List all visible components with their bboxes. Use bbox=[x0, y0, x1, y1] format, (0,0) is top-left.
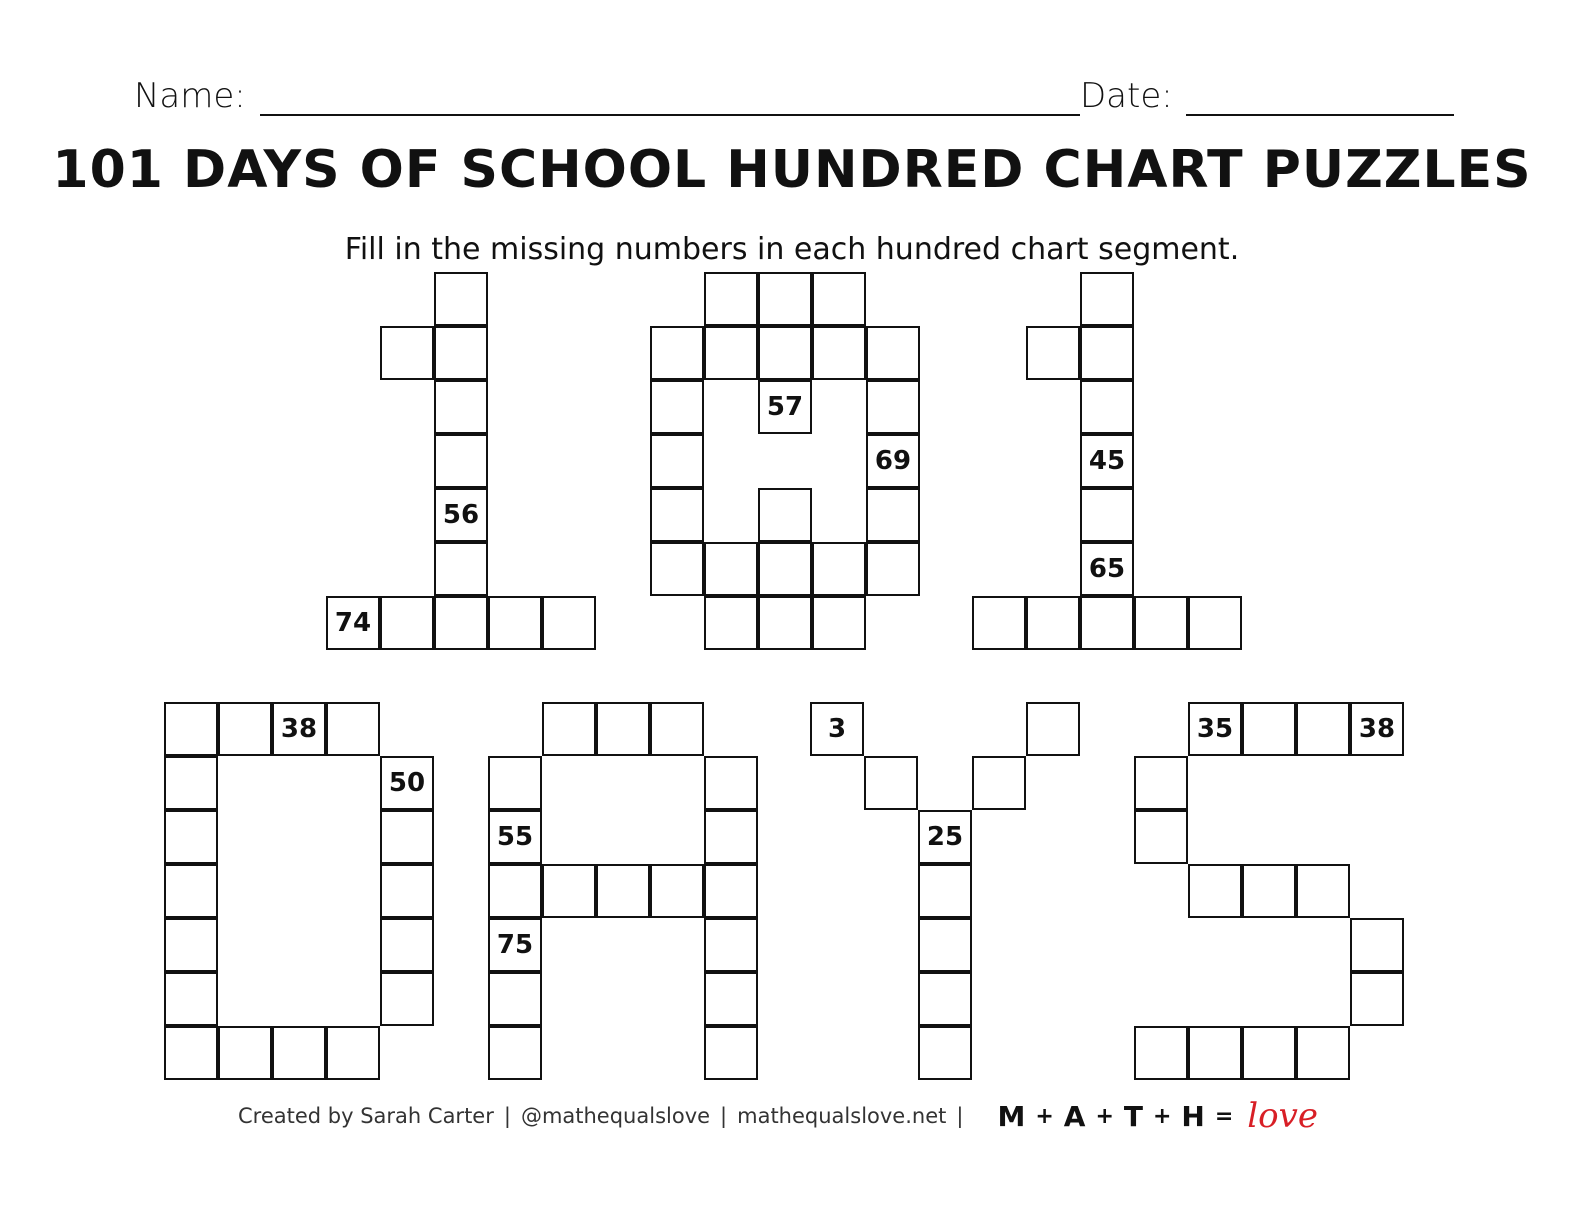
worksheet-title: 101 DAYS OF SCHOOL HUNDRED CHART PUZZLES bbox=[52, 140, 1532, 200]
clue-cell: 74 bbox=[326, 596, 380, 650]
blank-cell[interactable] bbox=[1296, 702, 1350, 756]
blank-cell[interactable] bbox=[326, 1026, 380, 1080]
clue-cell: 69 bbox=[866, 434, 920, 488]
blank-cell[interactable] bbox=[972, 596, 1026, 650]
blank-cell[interactable] bbox=[758, 596, 812, 650]
name-field[interactable] bbox=[260, 114, 1080, 116]
clue-cell: 57 bbox=[758, 380, 812, 434]
blank-cell[interactable] bbox=[650, 380, 704, 434]
blank-cell[interactable] bbox=[380, 810, 434, 864]
blank-cell[interactable] bbox=[1134, 810, 1188, 864]
footer bbox=[238, 1096, 1318, 1136]
blank-cell[interactable] bbox=[488, 596, 542, 650]
brand-letter: A bbox=[1063, 1099, 1086, 1133]
blank-cell[interactable] bbox=[918, 1026, 972, 1080]
blank-cell[interactable] bbox=[704, 756, 758, 810]
instructions: Fill in the missing numbers in each hundred chart segment. bbox=[344, 232, 1240, 267]
blank-cell[interactable] bbox=[434, 596, 488, 650]
blank-cell[interactable] bbox=[812, 542, 866, 596]
credit-text: Created by Sarah Carter bbox=[238, 1104, 494, 1128]
blank-cell[interactable] bbox=[164, 1026, 218, 1080]
blank-cell[interactable] bbox=[380, 918, 434, 972]
blank-cell[interactable] bbox=[704, 542, 758, 596]
blank-cell[interactable] bbox=[1188, 596, 1242, 650]
blank-cell[interactable] bbox=[918, 918, 972, 972]
clue-cell: 25 bbox=[918, 810, 972, 864]
blank-cell[interactable] bbox=[704, 1026, 758, 1080]
blank-cell[interactable] bbox=[434, 380, 488, 434]
blank-cell[interactable] bbox=[704, 326, 758, 380]
blank-cell[interactable] bbox=[542, 702, 596, 756]
website-link[interactable]: mathequalslove.net bbox=[737, 1104, 947, 1128]
blank-cell[interactable] bbox=[164, 972, 218, 1026]
clue-cell: 3 bbox=[810, 702, 864, 756]
blank-cell[interactable] bbox=[164, 918, 218, 972]
blank-cell[interactable] bbox=[1080, 326, 1134, 380]
clue-cell: 75 bbox=[488, 918, 542, 972]
blank-cell[interactable] bbox=[1134, 1026, 1188, 1080]
brand-plus: + bbox=[1095, 1103, 1114, 1129]
blank-cell[interactable] bbox=[1296, 1026, 1350, 1080]
blank-cell[interactable] bbox=[488, 1026, 542, 1080]
blank-cell[interactable] bbox=[704, 596, 758, 650]
blank-cell[interactable] bbox=[1080, 596, 1134, 650]
blank-cell[interactable] bbox=[866, 326, 920, 380]
blank-cell[interactable] bbox=[650, 702, 704, 756]
blank-cell[interactable] bbox=[380, 596, 434, 650]
blank-cell[interactable] bbox=[758, 542, 812, 596]
blank-cell[interactable] bbox=[164, 810, 218, 864]
blank-cell[interactable] bbox=[758, 488, 812, 542]
blank-cell[interactable] bbox=[812, 272, 866, 326]
blank-cell[interactable] bbox=[326, 702, 380, 756]
header-row bbox=[134, 76, 1454, 120]
blank-cell[interactable] bbox=[704, 864, 758, 918]
blank-cell[interactable] bbox=[864, 756, 918, 810]
blank-cell[interactable] bbox=[542, 864, 596, 918]
blank-cell[interactable] bbox=[542, 596, 596, 650]
clue-cell: 65 bbox=[1080, 542, 1134, 596]
blank-cell[interactable] bbox=[704, 918, 758, 972]
blank-cell[interactable] bbox=[918, 864, 972, 918]
clue-cell: 50 bbox=[380, 756, 434, 810]
brand-plus: + bbox=[1035, 1103, 1054, 1129]
blank-cell[interactable] bbox=[488, 972, 542, 1026]
blank-cell[interactable] bbox=[1350, 918, 1404, 972]
blank-cell[interactable] bbox=[1242, 1026, 1296, 1080]
brand-logo bbox=[991, 1096, 1318, 1136]
clue-cell: 35 bbox=[1188, 702, 1242, 756]
clue-cell: 45 bbox=[1080, 434, 1134, 488]
blank-cell[interactable] bbox=[650, 434, 704, 488]
brand-plus: + bbox=[1152, 1103, 1172, 1129]
date-label: Date: bbox=[1080, 76, 1173, 116]
blank-cell[interactable] bbox=[488, 756, 542, 810]
clue-cell: 38 bbox=[1350, 702, 1404, 756]
blank-cell[interactable] bbox=[650, 864, 704, 918]
name-label: Name: bbox=[134, 76, 246, 116]
social-handle: @mathequalslove bbox=[520, 1104, 711, 1128]
blank-cell[interactable] bbox=[434, 434, 488, 488]
blank-cell[interactable] bbox=[704, 810, 758, 864]
blank-cell[interactable] bbox=[1350, 972, 1404, 1026]
blank-cell[interactable] bbox=[1080, 488, 1134, 542]
blank-cell[interactable] bbox=[1242, 864, 1296, 918]
blank-cell[interactable] bbox=[1080, 380, 1134, 434]
blank-cell[interactable] bbox=[1080, 272, 1134, 326]
separator: | bbox=[720, 1104, 728, 1128]
blank-cell[interactable] bbox=[1188, 1026, 1242, 1080]
blank-cell[interactable] bbox=[218, 702, 272, 756]
blank-cell[interactable] bbox=[918, 972, 972, 1026]
blank-cell[interactable] bbox=[650, 488, 704, 542]
separator: | bbox=[956, 1104, 964, 1128]
blank-cell[interactable] bbox=[164, 756, 218, 810]
blank-cell[interactable] bbox=[164, 702, 218, 756]
blank-cell[interactable] bbox=[758, 326, 812, 380]
blank-cell[interactable] bbox=[866, 380, 920, 434]
blank-cell[interactable] bbox=[866, 542, 920, 596]
clue-cell: 56 bbox=[434, 488, 488, 542]
brand-letter: T bbox=[1123, 1099, 1143, 1133]
blank-cell[interactable] bbox=[812, 596, 866, 650]
blank-cell[interactable] bbox=[1026, 702, 1080, 756]
blank-cell[interactable] bbox=[164, 864, 218, 918]
blank-cell[interactable] bbox=[380, 864, 434, 918]
separator: | bbox=[503, 1104, 511, 1128]
brand-letter: M bbox=[997, 1099, 1026, 1133]
brand-letter: H bbox=[1181, 1099, 1205, 1133]
blank-cell[interactable] bbox=[434, 326, 488, 380]
blank-cell[interactable] bbox=[650, 542, 704, 596]
blank-cell[interactable] bbox=[1134, 756, 1188, 810]
blank-cell[interactable] bbox=[434, 542, 488, 596]
clue-cell: 38 bbox=[272, 702, 326, 756]
blank-cell[interactable] bbox=[1026, 596, 1080, 650]
blank-cell[interactable] bbox=[972, 756, 1026, 810]
blank-cell[interactable] bbox=[1134, 596, 1188, 650]
blank-cell[interactable] bbox=[1026, 326, 1080, 380]
blank-cell[interactable] bbox=[704, 972, 758, 1026]
blank-cell[interactable] bbox=[758, 272, 812, 326]
blank-cell[interactable] bbox=[1296, 864, 1350, 918]
blank-cell[interactable] bbox=[272, 1026, 326, 1080]
blank-cell[interactable] bbox=[1242, 702, 1296, 756]
blank-cell[interactable] bbox=[704, 272, 758, 326]
brand-love: love bbox=[1247, 1096, 1318, 1136]
blank-cell[interactable] bbox=[1188, 864, 1242, 918]
blank-cell[interactable] bbox=[866, 488, 920, 542]
brand-equals: = bbox=[1214, 1103, 1234, 1129]
blank-cell[interactable] bbox=[596, 864, 650, 918]
blank-cell[interactable] bbox=[380, 972, 434, 1026]
blank-cell[interactable] bbox=[596, 702, 650, 756]
blank-cell[interactable] bbox=[650, 326, 704, 380]
blank-cell[interactable] bbox=[380, 326, 434, 380]
date-field[interactable] bbox=[1186, 114, 1454, 116]
blank-cell[interactable] bbox=[434, 272, 488, 326]
blank-cell[interactable] bbox=[812, 326, 866, 380]
clue-cell: 55 bbox=[488, 810, 542, 864]
blank-cell[interactable] bbox=[218, 1026, 272, 1080]
blank-cell[interactable] bbox=[488, 864, 542, 918]
